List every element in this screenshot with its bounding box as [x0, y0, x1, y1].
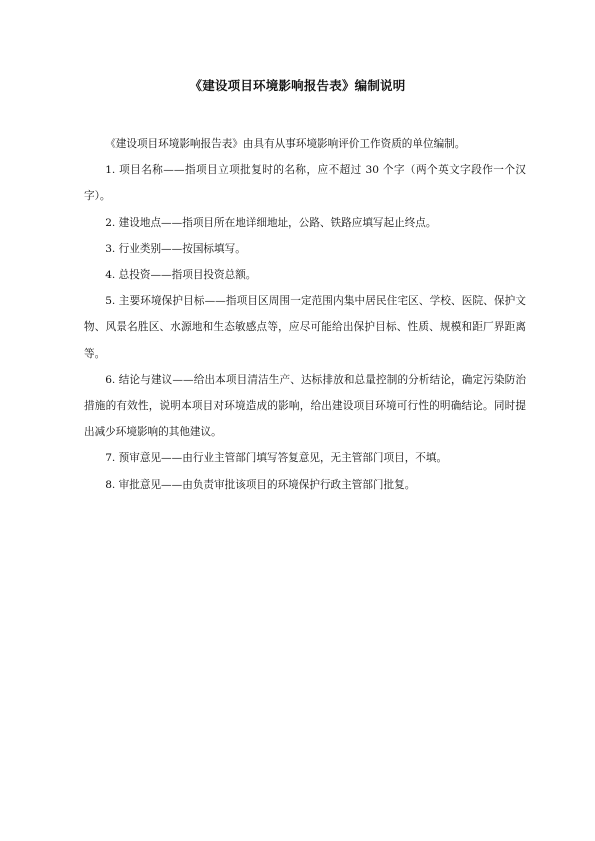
document-body — [84, 131, 526, 498]
intro-paragraph: 《建设项目环境影响报告表》由具有从事环境影响评价工作资质的单位编制。 — [105, 138, 466, 150]
item-approval-opinion: 8. 审批意见——由负责审批该项目的环境保护行政主管部门批复。 — [105, 478, 416, 491]
item-protection-targets: 5. 主要环境保护目标——指项目区周围一定范围内集中居民住宅区、学校、医院、保护文物、风景名胜区、水源地和生态敏感点等，应尽可能给出保护目标、性质、规模和距厂界距离等。 — [84, 295, 526, 360]
item-project-name: 1. 项目名称——指项目立项批复时的名称，应不超过 30 个字（两个英文字段作一个汉字）。 — [84, 164, 526, 203]
item-construction-site: 2. 建设地点——指项目所在地详细地址，公路、铁路应填写起止终点。 — [105, 216, 437, 229]
document-title: 《建设项目环境影响报告表》编制说明 — [189, 78, 406, 93]
item-conclusions: 6. 结论与建议——给出本项目清洁生产、达标排放和总量控制的分析结论，确定污染防治措施的有效性，说明本项目对环境造成的影响，给出建设项目环境可行性的明确结论。同时提出减少环境影响的其他建议。 — [84, 373, 526, 439]
item-total-investment: 4. 总投资——指项目投资总额。 — [105, 269, 257, 282]
item-industry-category: 3. 行业类别——按国标填写。 — [105, 242, 246, 255]
item-preliminary-review: 7. 预审意见——由行业主管部门填写答复意见，无主管部门项目，不填。 — [105, 452, 448, 465]
